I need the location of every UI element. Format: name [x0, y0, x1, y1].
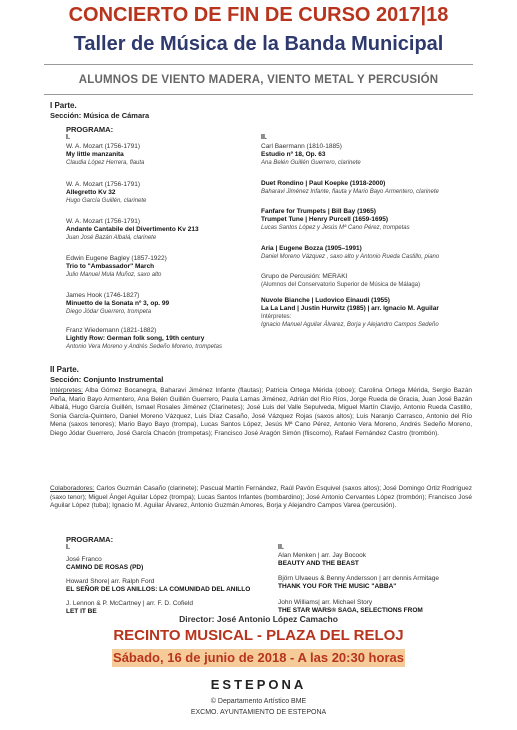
- footer-council: EXCMO. AYUNTAMIENTO DE ESTEPONA: [190, 709, 327, 716]
- performers-paragraph: [50, 387, 472, 439]
- performers-label: Intérpretes:: [50, 387, 83, 394]
- part1-col2-item: Grupo de Percusión: MERAKI (Alumnos del Conservatorio Superior de Música de Málaga): [261, 273, 421, 288]
- part1-col2-item: Fanfare for Trumpets | Bill Bay (1965) Trumpet Tune | Henry Purcell (1659-1695) Lucas Santos López y Jesús Mª Cano Pérez, trompetas: [261, 208, 410, 231]
- part2-col1-item: Howard Shore| arr. Ralph Ford EL SEÑOR DE LOS ANILLOS: LA COMUNIDAD DEL ANILLO: [66, 578, 251, 593]
- part1-col2-item: Carl Baermann (1810-1885) Estudio nº 18, Op. 63 Ana Belén Guillén Guerrero, clarinete: [261, 143, 361, 166]
- part2-col2-item: Björn Ulvaeus & Benny Andersson | arr dennis Armitage THANK YOU FOR THE MUSIC "ABBA": [278, 575, 440, 590]
- part2-heading: II Parte.: [50, 365, 79, 374]
- part1-col1-item: James Hook (1746-1827) Minuetto de la Sonata nº 3, op. 99 Diego Jódar Guerrero, trompeta: [66, 292, 170, 315]
- part1-col1-item: W. A. Mozart (1756-1791) Andante Cantabile del Divertimento Kv 213 Juan José Bazán Albalá, clarinete: [66, 218, 199, 241]
- workshop-subtitle: Taller de Música de la Banda Municipal: [73, 33, 444, 55]
- part2-col2-label: II.: [278, 544, 284, 551]
- part1-col1-item: W. A. Mozart (1756-1791) My little manzanita Claudia López Herrera, flauta: [66, 143, 145, 166]
- footer-credit: © Departamento Artístico BME: [210, 698, 307, 705]
- part1-col2-item: Nuvole Bianche | Ludovico Einaudi (1955) La La Land | Justin Hurwitz (1985) | arr. Ignacio M. Aguilar Intérpretes: Ignacio Manuel Aguilar Álvarez, Borja y Alejandro Campos Sedeño: [261, 297, 439, 328]
- part1-col1-item: Edwin Eugene Bagley (1857-1922) Trio to "Ambassador" March Julio Manuel Mula Muñoz, saxo alto: [66, 255, 167, 278]
- concert-title: CONCIERTO DE FIN DE CURSO 2017|18: [68, 4, 449, 26]
- divider-bottom: [44, 94, 473, 95]
- divider-top: [44, 64, 473, 65]
- part1-col2-item: Aria | Eugene Bozza (1905–1991) Daniel Moreno Vázquez , saxo alto y Antonio Rueda Castillo, piano: [261, 245, 440, 260]
- venue-title: RECINTO MUSICAL - PLAZA DEL RELOJ: [113, 627, 404, 644]
- collaborators-paragraph: [50, 485, 472, 511]
- part1-col1-item: W. A. Mozart (1756-1791) Allegretto Kv 32 Hugo García Guillén, clarinete: [66, 181, 147, 204]
- students-heading: ALUMNOS DE VIENTO MADERA, VIENTO METAL Y PERCUSIÓN: [78, 74, 439, 86]
- part2-program-label: PROGRAMA:: [66, 535, 114, 544]
- part1-heading: I Parte.: [50, 101, 77, 110]
- part2-col2-item: John Williams| arr. Michael Story THE STAR WARS® SAGA, SELECTIONS FROM: [278, 599, 423, 614]
- part1-col2-label: II.: [261, 134, 267, 141]
- part2-col1-label: I.: [66, 544, 70, 551]
- part1-section: Sección: Música de Cámara: [50, 111, 150, 120]
- part2-col1-item: José Franco CAMINO DE ROSAS (PD): [66, 556, 144, 571]
- collaborators-label: Colaboradores:: [50, 485, 95, 492]
- collaborators-list: Carlos Guzmán Casaño (clarinete); Pascual Martín Fernández, Raúl Pavón Esquivel (saxos altos); José Domingo Ortiz Rodríguez (saxo tenor); Miguel Ángel Aguilar López (trompa); Lucas Santos Infantes (bombardino); José Antonio Cervantes López (trombón); Francisco José Aguilar López (tuba); Ignacio M. Aguilar Álvarez, Antonio Guzmán Amores, Borja y Alejandro Campos Varea (percusión).: [50, 485, 472, 510]
- part2-col2-item: Alan Menken | arr. Jay Bocook BEAUTY AND THE BEAST: [278, 552, 367, 567]
- part1-col1-label: I.: [66, 134, 70, 141]
- city-name: ESTEPONA: [210, 677, 307, 692]
- part1-program-label: PROGRAMA:: [66, 125, 114, 134]
- date-banner: Sábado, 16 de junio de 2018 - A las 20:30 horas: [113, 650, 404, 665]
- part2-section: Sección: Conjunto Instrumental: [50, 375, 164, 384]
- director-line: Director: José Antonio López Camacho: [179, 614, 338, 624]
- part1-col1-item: Franz Wiedemann (1821-1882) Lightly Row: German folk song, 19th century Antonio Vera Moreno y Andrés Sedeño Moreno, trompetas: [66, 327, 222, 350]
- performers-list: Alba Gómez Bocanegra, Baharavi Jiménez Infante (flautas); Patricia Ortega Mérida (oboe); Carolina Ortega Mérida, Sergio Bazán Peña, Mario Bayo Armentero, Ana Belén Guillén Guerrero, Paula Lamas Jiménez, Adrián del Río Ríos, Jorge Rueda de Gracia, Juan José Bazán Albalá, Hugo García Guillén, Ismael Rosales Jiménez (Clarinetes); José Luis del Valle Sepulveda, Miguel Martín Clavijo, Antonio Rueda Castillo, Sonia García-Quintero, Daniel Moreno Vázquez, Luis Díaz Casaño, José Vázquez Rojas (saxos altos); Luis Naranjo Carrasco, Antonio del Río Mena (saxos tenores); Mario Bayo Bayo (trompa), Lucas Santos López, Jesús Mª Cano Pérez, Antonio Vera Moreno, Andrés Sedeño Moreno, Diego Jódar Guerrero, José García Chacón (trompetas); Francisco José Aragón Simón (fliscorno), Rafael Fernández Castro (trombón).: [50, 387, 472, 437]
- part2-col1-item: J. Lennon & P. McCartney | arr. F. D. Cofield LET IT BE: [66, 600, 193, 615]
- part1-col2-item: Duet Rondino | Paul Koepke (1918-2000) Baharavi Jiménez Infante, flauta y Mario Bayo Armentero, clarinete: [261, 180, 439, 195]
